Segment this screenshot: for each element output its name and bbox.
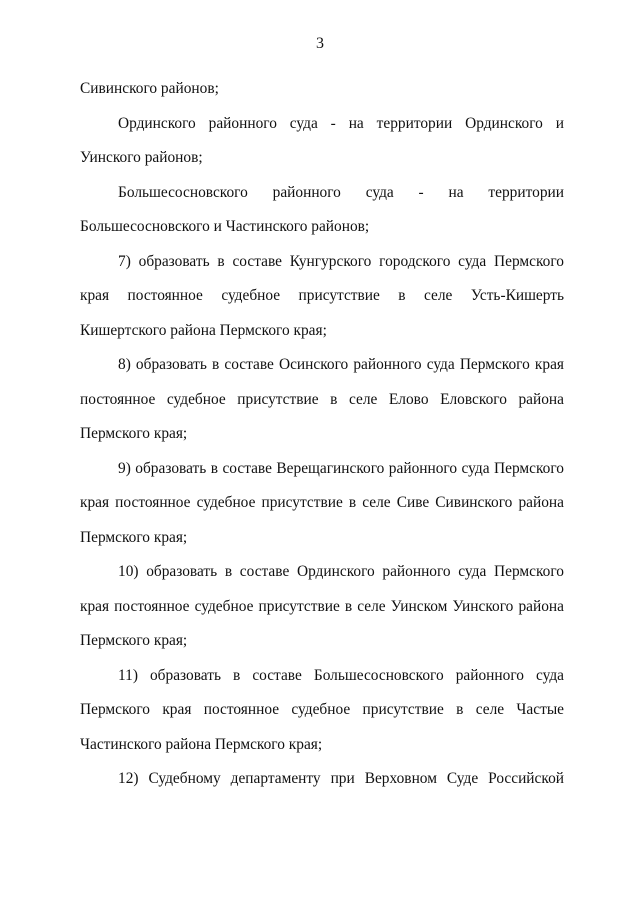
- document-body: [80, 72, 564, 797]
- paragraph-item-7: 7) образовать в составе Кунгурского городского суда Пермского края постоянное судебное присутствие в селе Усть-Кишерть Кишертского района Пермского края;: [80, 252, 564, 339]
- paragraph-continuation: Сивинского районов;: [80, 80, 219, 97]
- paragraph-item-8: 8) образовать в составе Осинского районного суда Пермского края постоянное судебное присутствие в селе Елово Еловского района Пермского края;: [80, 356, 564, 442]
- paragraph-item-9: 9) образовать в составе Верещагинского районного суда Пермского края постоянное судебное присутствие в селе Сиве Сивинского района Пермского края;: [80, 459, 564, 546]
- paragraph-item-11: 11) образовать в составе Большесосновского районного суда Пермского края постоянное судебное присутствие в селе Частые Частинского района Пермского края;: [80, 666, 564, 753]
- paragraph-bolshesosnovsky-court: Большесосновского районного суда - на территории Большесосновского и Частинского районов;: [80, 183, 564, 235]
- page-number: 3: [316, 35, 324, 52]
- paragraph-item-10: 10) образовать в составе Ординского районного суда Пермского края постоянное судебное присутствие в селе Уинском Уинского района Пермского края;: [80, 563, 564, 649]
- paragraph-item-12: 12) Судебному департаменту при Верховном Суде Российской: [118, 770, 564, 787]
- paragraph-ordinsky-court: Ординского районного суда - на территории Ординского и Уинского районов;: [80, 114, 564, 166]
